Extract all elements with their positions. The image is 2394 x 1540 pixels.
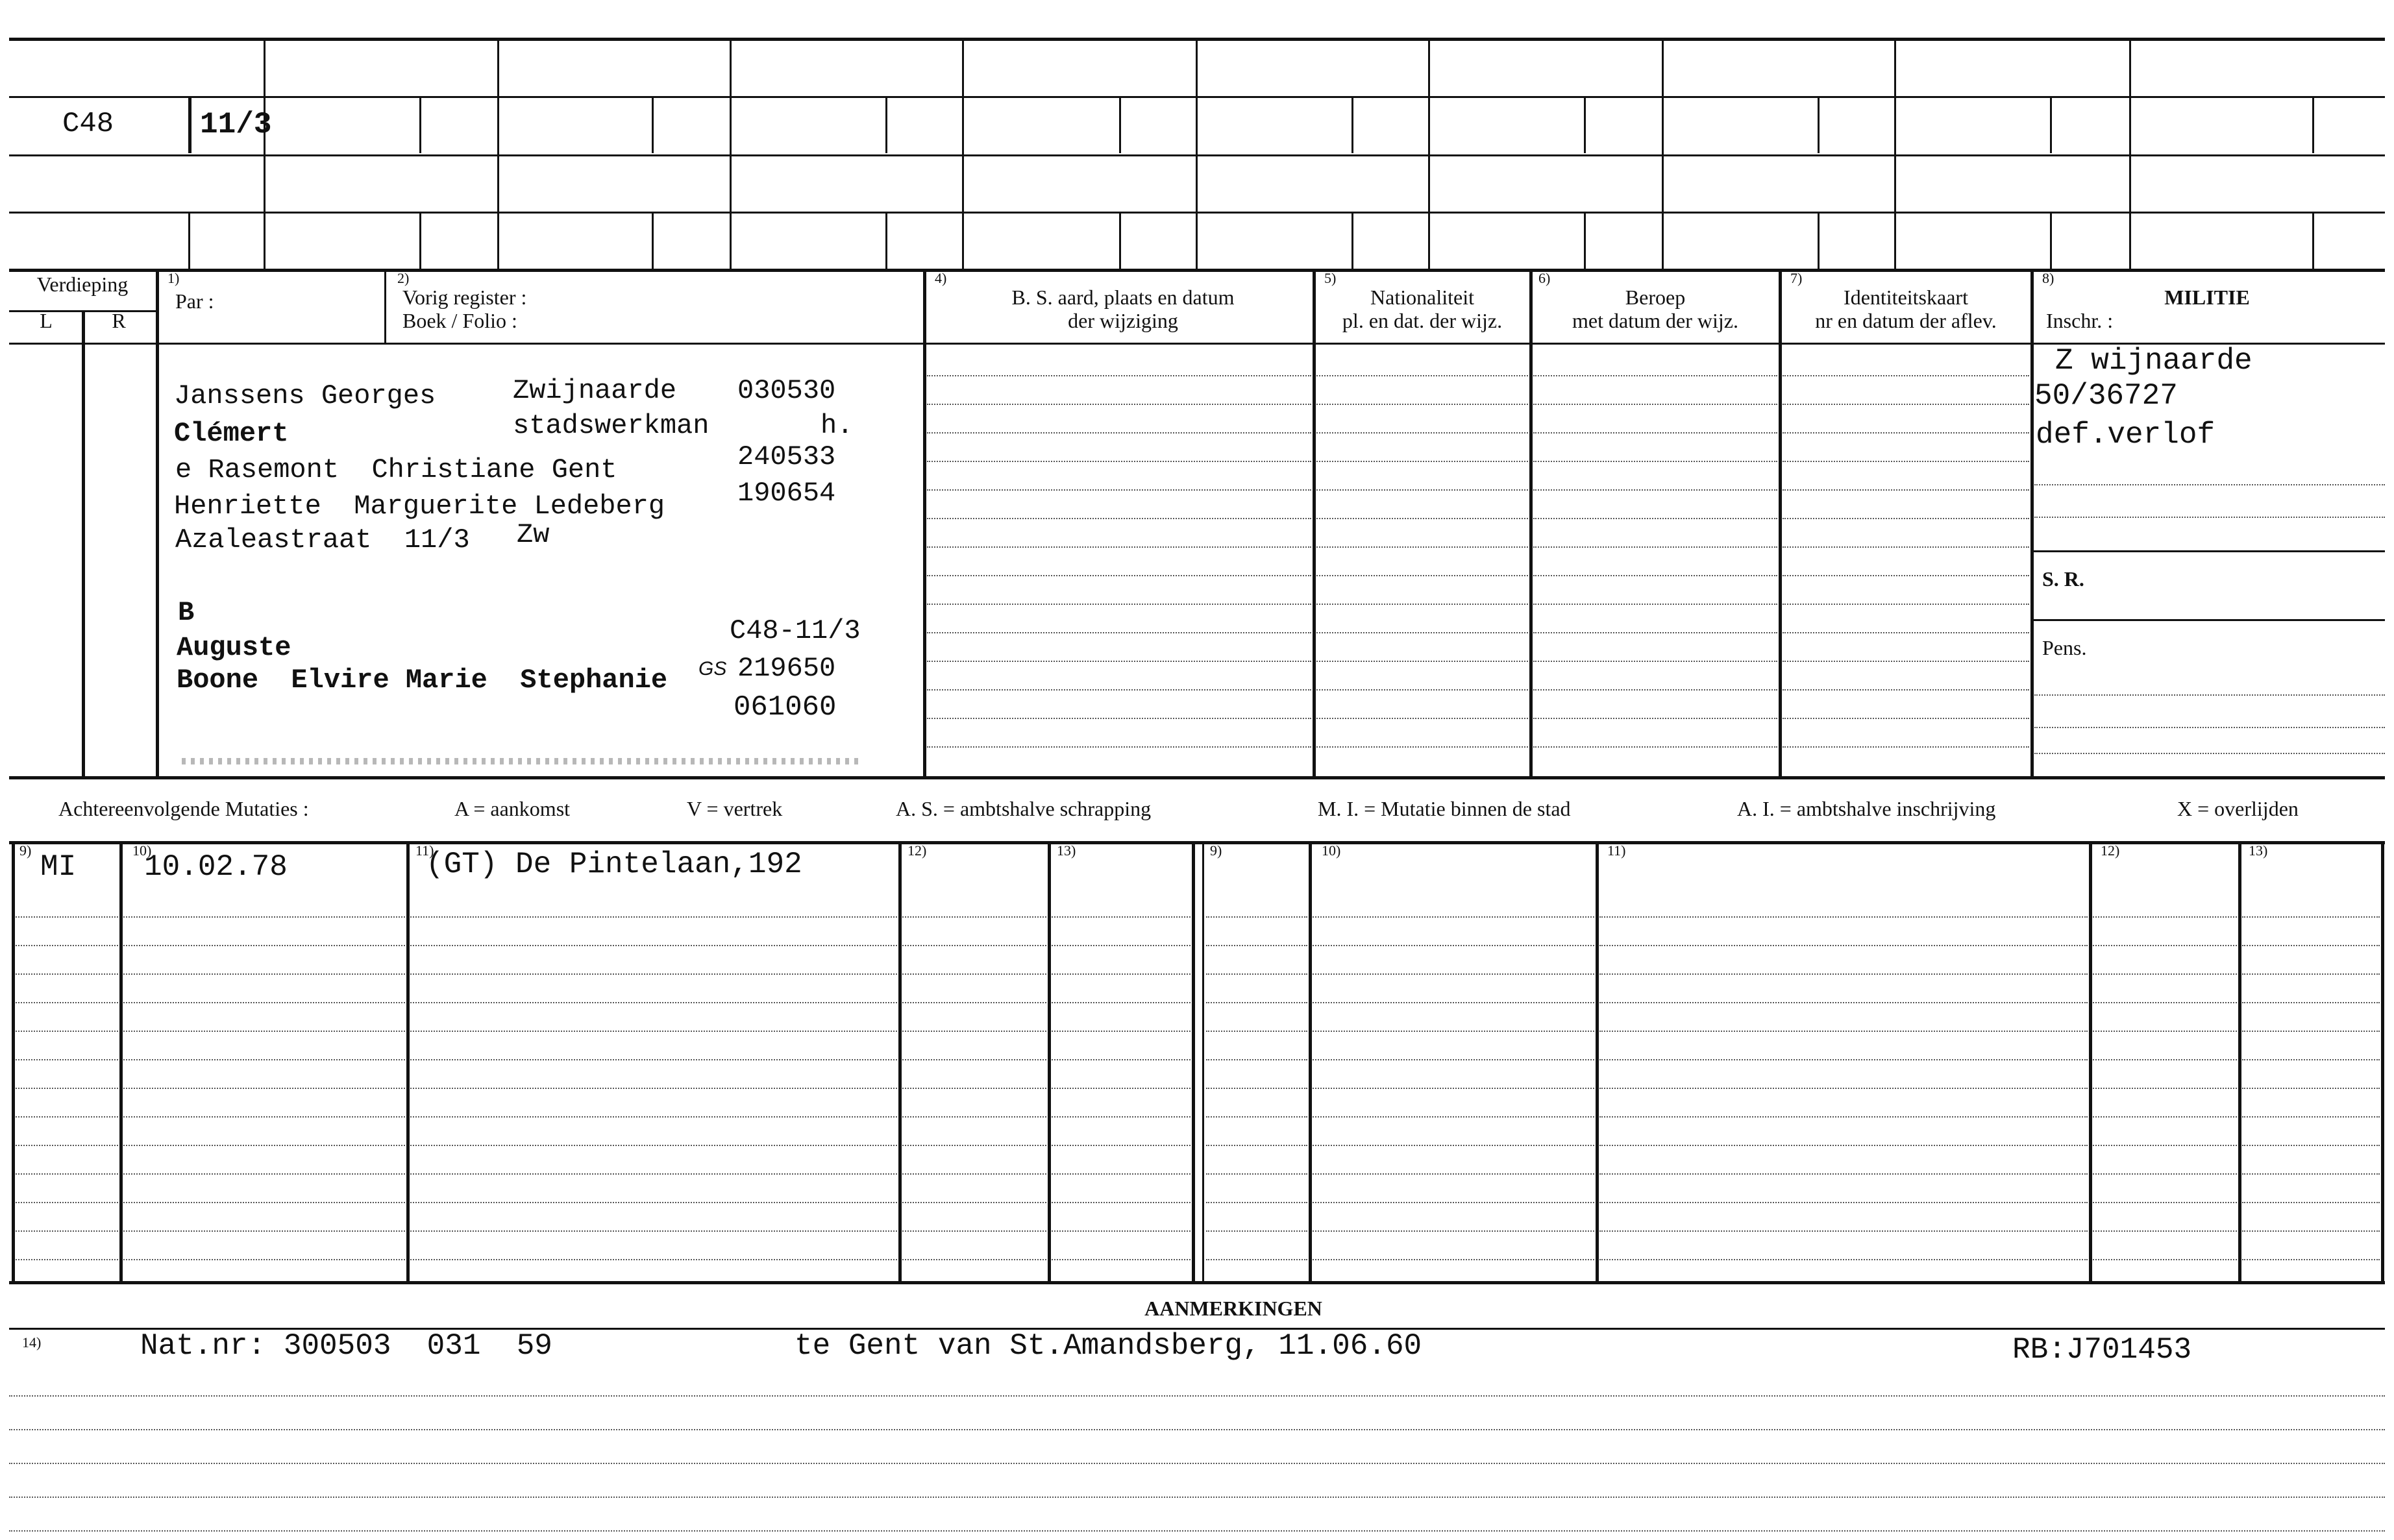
mut-col-13: 13) (1057, 842, 1076, 859)
ruled-line (1313, 1259, 1594, 1260)
ruled-line (16, 916, 118, 918)
ruled-line (123, 1059, 405, 1060)
vorig-register-label: Vorig register : (402, 286, 527, 309)
person-line1-name: Janssens Georges (174, 380, 436, 411)
ruled-line (123, 1259, 405, 1260)
ruled-line (1783, 404, 2029, 405)
ruled-line (2242, 916, 2380, 918)
legend-ambtshalve-schrapping: A. S. = ambtshalve schrapping (896, 797, 1152, 820)
field-number-4: 4) (935, 270, 947, 286)
ruled-line (9, 1530, 2385, 1532)
ruled-line (123, 1002, 405, 1003)
ruled-line (1599, 1202, 2088, 1203)
ruled-line (1316, 632, 1528, 633)
ruled-line (2242, 1259, 2380, 1260)
sr-label: S. R. (2042, 567, 2084, 591)
ruled-line (1783, 518, 2029, 519)
militie-label: MILITIE (2164, 286, 2250, 309)
spouse-gs-mark: GS (698, 658, 727, 679)
ruled-line (1533, 489, 1777, 491)
ruled-line (1206, 1230, 1307, 1232)
ruled-line (1533, 661, 1777, 662)
ruled-line (1783, 575, 2029, 576)
ruled-line (2093, 973, 2237, 975)
ruled-line (410, 1173, 897, 1175)
identiteitskaart-label-line2: nr en datum der aflev. (1815, 309, 1997, 332)
top-cell-number: 11/3 (200, 108, 272, 141)
ruled-line (902, 1173, 1046, 1175)
field-number-6: 6) (1538, 270, 1551, 286)
ink-smudge (182, 758, 863, 764)
ruled-line (1052, 1230, 1191, 1232)
mut-col-11b: 11) (1607, 842, 1626, 859)
ruled-line (1533, 604, 1777, 605)
ruled-line (1316, 746, 1528, 748)
ruled-line (2093, 945, 2237, 946)
ruled-line (16, 1145, 118, 1146)
spouse-name: Boone Elvire Marie Stephanie (177, 665, 668, 696)
ruled-line (1313, 1002, 1594, 1003)
legend-aankomst: A = aankomst (454, 797, 571, 820)
ruled-line (1316, 404, 1528, 405)
ruled-line (1206, 1259, 1307, 1260)
ruled-line (1533, 375, 1777, 376)
right-label: R (112, 309, 126, 332)
ruled-line (2093, 1088, 2237, 1089)
ruled-line (1052, 1202, 1191, 1203)
mut-col-10: 10) (132, 842, 152, 859)
ruled-line (16, 1031, 118, 1032)
ruled-line (1206, 1173, 1307, 1175)
ruled-line (410, 1202, 897, 1203)
ruled-line (2093, 1230, 2237, 1232)
ruled-line (2093, 1059, 2237, 1060)
ruled-line (1533, 718, 1777, 719)
ruled-line (123, 1202, 405, 1203)
ruled-line (1533, 461, 1777, 462)
ruled-line (927, 404, 1311, 405)
ruled-line (927, 689, 1311, 691)
ruled-line (2093, 1145, 2237, 1146)
ruled-line (9, 1429, 2385, 1430)
ruled-line (902, 1002, 1046, 1003)
ruled-line (927, 632, 1311, 633)
ruled-line (927, 518, 1311, 519)
ruled-line (1206, 1116, 1307, 1118)
ruled-line (16, 1202, 118, 1203)
ruled-line (2242, 1002, 2380, 1003)
ruled-line (1599, 1259, 2088, 1260)
ruled-line (1313, 1145, 1594, 1146)
ruled-line (9, 1463, 2385, 1464)
ruled-line (1313, 1088, 1594, 1089)
ruled-line (1206, 973, 1307, 975)
ruled-line (16, 1116, 118, 1118)
ruled-line (16, 1059, 118, 1060)
ruled-line (1533, 404, 1777, 405)
ruled-line (1783, 461, 2029, 462)
ruled-line (123, 1088, 405, 1089)
ruled-line (902, 1031, 1046, 1032)
ruled-line (902, 973, 1046, 975)
ruled-line (1599, 1145, 2088, 1146)
mut-col-9: 9) (19, 842, 32, 859)
ruled-line (1052, 1031, 1191, 1032)
ruled-line (902, 1116, 1046, 1118)
mutation-date: 10.02.78 (144, 850, 288, 884)
ruled-line (1313, 1230, 1594, 1232)
inschr-label: Inschr. : (2046, 309, 2114, 332)
bs-label-line1: B. S. aard, plaats en datum (1011, 286, 1235, 309)
ruled-line (123, 1230, 405, 1232)
ruled-line (902, 1059, 1046, 1060)
ruled-line (2093, 1202, 2237, 1203)
ruled-line (1599, 1116, 2088, 1118)
field-number-8: 8) (2042, 270, 2055, 286)
field-number-5: 5) (1324, 270, 1337, 286)
ruled-line (2242, 1145, 2380, 1146)
ruled-line (1206, 945, 1307, 946)
ruled-line (1316, 661, 1528, 662)
ruled-line (1206, 1059, 1307, 1060)
ruled-line (1052, 1116, 1191, 1118)
ruled-line (9, 1497, 2385, 1498)
ruled-line (1599, 1031, 2088, 1032)
person-line3-name: e Rasemont Christiane Gent (175, 454, 617, 485)
ruled-line (2093, 916, 2237, 918)
person-line2-name: Clémert (174, 418, 289, 449)
ruled-line (1599, 1059, 2088, 1060)
ruled-line (410, 916, 897, 918)
person-line4-date: 190654 (737, 478, 836, 509)
ruled-line (2034, 517, 2385, 518)
ruled-line (123, 945, 405, 946)
ruled-line (1599, 1002, 2088, 1003)
ruled-line (927, 489, 1311, 491)
ruled-line (2034, 694, 2385, 696)
ruled-line (1052, 916, 1191, 918)
ruled-line (1206, 1031, 1307, 1032)
ruled-line (902, 945, 1046, 946)
ruled-line (1533, 575, 1777, 576)
ruled-line (1052, 973, 1191, 975)
ruled-line (1313, 973, 1594, 975)
ruled-line (123, 916, 405, 918)
beroep-label-line1: Beroep (1625, 286, 1686, 309)
ruled-line (927, 604, 1311, 605)
ruled-line (1313, 1173, 1594, 1175)
ruled-line (1206, 1088, 1307, 1089)
ruled-line (123, 973, 405, 975)
ruled-line (1783, 689, 2029, 691)
ruled-line (902, 1088, 1046, 1089)
nationaliteit-label-line2: pl. en dat. der wijz. (1342, 309, 1503, 332)
ruled-line (1316, 604, 1528, 605)
mut-col-12: 12) (907, 842, 927, 859)
ruled-line (16, 1173, 118, 1175)
ruled-line (927, 718, 1311, 719)
ruled-line (123, 1173, 405, 1175)
legend-mutatie-binnen-de-stad: M. I. = Mutatie binnen de stad (1318, 797, 1571, 820)
ruled-line (410, 1145, 897, 1146)
ruled-line (1533, 546, 1777, 548)
ruled-line (927, 461, 1311, 462)
mutation-address: (GT) De Pintelaan,192 (426, 848, 802, 881)
ruled-line (927, 375, 1311, 376)
legend-vertrek: V = vertrek (687, 797, 783, 820)
ruled-line (1206, 916, 1307, 918)
ruled-line (2034, 727, 2385, 728)
mut-col-10b: 10) (1322, 842, 1341, 859)
legend-ambtshalve-inschrijving: A. I. = ambtshalve inschrijving (1737, 797, 1996, 820)
ruled-line (2242, 1031, 2380, 1032)
boek-folio-label: Boek / Folio : (402, 309, 517, 332)
mut-col-13b: 13) (2249, 842, 2268, 859)
ruled-line (16, 1230, 118, 1232)
ruled-line (2034, 484, 2385, 485)
ruled-line (1783, 546, 2029, 548)
ruled-line (2242, 1116, 2380, 1118)
ruled-line (927, 432, 1311, 434)
field-number-2: 2) (397, 270, 410, 286)
ruled-line (902, 916, 1046, 918)
legend-overlijden: X = overlijden (2177, 797, 2299, 820)
ruled-line (410, 1259, 897, 1260)
ruled-line (16, 973, 118, 975)
ruled-line (9, 1395, 2385, 1397)
ruled-line (2242, 973, 2380, 975)
nationaliteit-label-line1: Nationaliteit (1370, 286, 1474, 309)
ruled-line (410, 1230, 897, 1232)
ruled-line (16, 1002, 118, 1003)
ruled-line (1313, 916, 1594, 918)
ruled-line (2093, 1031, 2237, 1032)
ruled-line (1052, 1059, 1191, 1060)
ruled-line (1599, 1230, 2088, 1232)
par-label: Par : (175, 289, 214, 313)
ruled-line (1206, 1002, 1307, 1003)
ruled-line (902, 1145, 1046, 1146)
ruled-line (2093, 1173, 2237, 1175)
remarks-rb-number: RB:J701453 (2012, 1333, 2192, 1367)
ruled-line (1783, 604, 2029, 605)
person-line4-name: Henriette Marguerite Ledeberg (174, 491, 665, 522)
ruled-line (123, 1031, 405, 1032)
person-line1-place: Zwijnaarde (513, 375, 677, 406)
ruled-line (410, 1088, 897, 1089)
ruled-line (1783, 375, 2029, 376)
spouse-letter: B (178, 597, 195, 628)
ruled-line (927, 546, 1311, 548)
ruled-line (1316, 575, 1528, 576)
ruled-line (16, 1259, 118, 1260)
ruled-line (1533, 632, 1777, 633)
bs-label-line2: der wijziging (1068, 309, 1178, 332)
ruled-line (1206, 1145, 1307, 1146)
left-label: L (40, 309, 53, 332)
militie-number: 50/36727 (2034, 379, 2178, 413)
ruled-line (1533, 689, 1777, 691)
mut-col-12b: 12) (2101, 842, 2120, 859)
ruled-line (1313, 945, 1594, 946)
ruled-line (902, 1202, 1046, 1203)
ruled-line (902, 1230, 1046, 1232)
spouse-number: 219650 (737, 653, 836, 684)
ruled-line (1052, 1002, 1191, 1003)
remarks-national-number: Nat.nr: 300503 031 59 (140, 1329, 552, 1363)
identiteitskaart-label-line1: Identiteitskaart (1844, 286, 1968, 309)
person-address-mark: Zw (517, 519, 550, 550)
beroep-label-line2: met datum der wijz. (1572, 309, 1738, 332)
ruled-line (927, 575, 1311, 576)
ruled-line (1316, 546, 1528, 548)
ruled-line (16, 1088, 118, 1089)
ruled-line (1316, 489, 1528, 491)
ruled-line (1599, 916, 2088, 918)
ruled-line (927, 746, 1311, 748)
ruled-line (410, 973, 897, 975)
ruled-line (1599, 1173, 2088, 1175)
person-line1-date: 030530 (737, 375, 836, 406)
ruled-line (2242, 945, 2380, 946)
ruled-line (2093, 1259, 2237, 1260)
ruled-line (2093, 1116, 2237, 1118)
ruled-line (2242, 1059, 2380, 1060)
remarks-title: AANMERKINGEN (1144, 1297, 1322, 1320)
ruled-line (2242, 1173, 2380, 1175)
ruled-line (1783, 746, 2029, 748)
ruled-line (2242, 1230, 2380, 1232)
ruled-line (1599, 1088, 2088, 1089)
militie-status: def.verlof (2036, 418, 2215, 452)
ruled-line (1052, 1088, 1191, 1089)
field-number-1: 1) (167, 270, 180, 286)
ruled-line (902, 1259, 1046, 1260)
ruled-line (927, 661, 1311, 662)
ruled-line (1316, 432, 1528, 434)
ruled-line (1206, 1202, 1307, 1203)
ruled-line (1313, 1202, 1594, 1203)
ruled-line (123, 1145, 405, 1146)
ruled-line (410, 1031, 897, 1032)
person-line2-job: stadswerkman (513, 410, 710, 441)
ruled-line (1313, 1031, 1594, 1032)
ruled-line (410, 1116, 897, 1118)
ruled-line (2242, 1088, 2380, 1089)
ruled-line (1316, 461, 1528, 462)
ruled-line (1533, 432, 1777, 434)
legend-title: Achtereenvolgende Mutaties : (58, 797, 309, 820)
ruled-line (2034, 753, 2385, 754)
pens-label: Pens. (2042, 636, 2087, 659)
spouse-first-name: Auguste (177, 632, 291, 663)
ruled-line (1533, 746, 1777, 748)
ruled-line (1052, 1145, 1191, 1146)
ruled-line (1316, 518, 1528, 519)
ruled-line (2242, 1202, 2380, 1203)
person-address: Azaleastraat 11/3 (175, 524, 470, 556)
ruled-line (1533, 518, 1777, 519)
ruled-line (410, 1002, 897, 1003)
remarks-birth-place: te Gent van St.Amandsberg, 11.06.60 (795, 1329, 1422, 1363)
field-number-7: 7) (1790, 270, 1803, 286)
ruled-line (1313, 1059, 1594, 1060)
person-line2-mark: h. (821, 410, 854, 441)
ruled-line (1599, 945, 2088, 946)
ruled-line (16, 945, 118, 946)
spouse-date: 061060 (734, 691, 837, 724)
ruled-line (1316, 375, 1528, 376)
ruled-line (1316, 689, 1528, 691)
mutation-code: MI (40, 850, 77, 884)
ruled-line (1313, 1116, 1594, 1118)
ruled-line (123, 1116, 405, 1118)
ruled-line (2093, 1002, 2237, 1003)
person-line3-date: 240533 (737, 441, 836, 472)
verdieping-label: Verdieping (36, 273, 129, 296)
ruled-line (410, 945, 897, 946)
ruled-line (1052, 1259, 1191, 1260)
militie-place: Z wijnaarde (2055, 344, 2252, 378)
ruled-line (1783, 718, 2029, 719)
mut-col-11: 11) (415, 842, 434, 859)
ruled-line (410, 1059, 897, 1060)
remarks-field-number: 14) (22, 1334, 42, 1351)
top-cell-code: C48 (62, 108, 114, 140)
ruled-line (1052, 945, 1191, 946)
spouse-reference: C48-11/3 (730, 615, 861, 646)
ruled-line (1783, 632, 2029, 633)
ruled-line (1783, 432, 2029, 434)
mut-col-9b: 9) (1210, 842, 1222, 859)
ruled-line (1599, 973, 2088, 975)
ruled-line (1052, 1173, 1191, 1175)
ruled-line (1783, 661, 2029, 662)
ruled-line (1316, 718, 1528, 719)
ruled-line (1783, 489, 2029, 491)
